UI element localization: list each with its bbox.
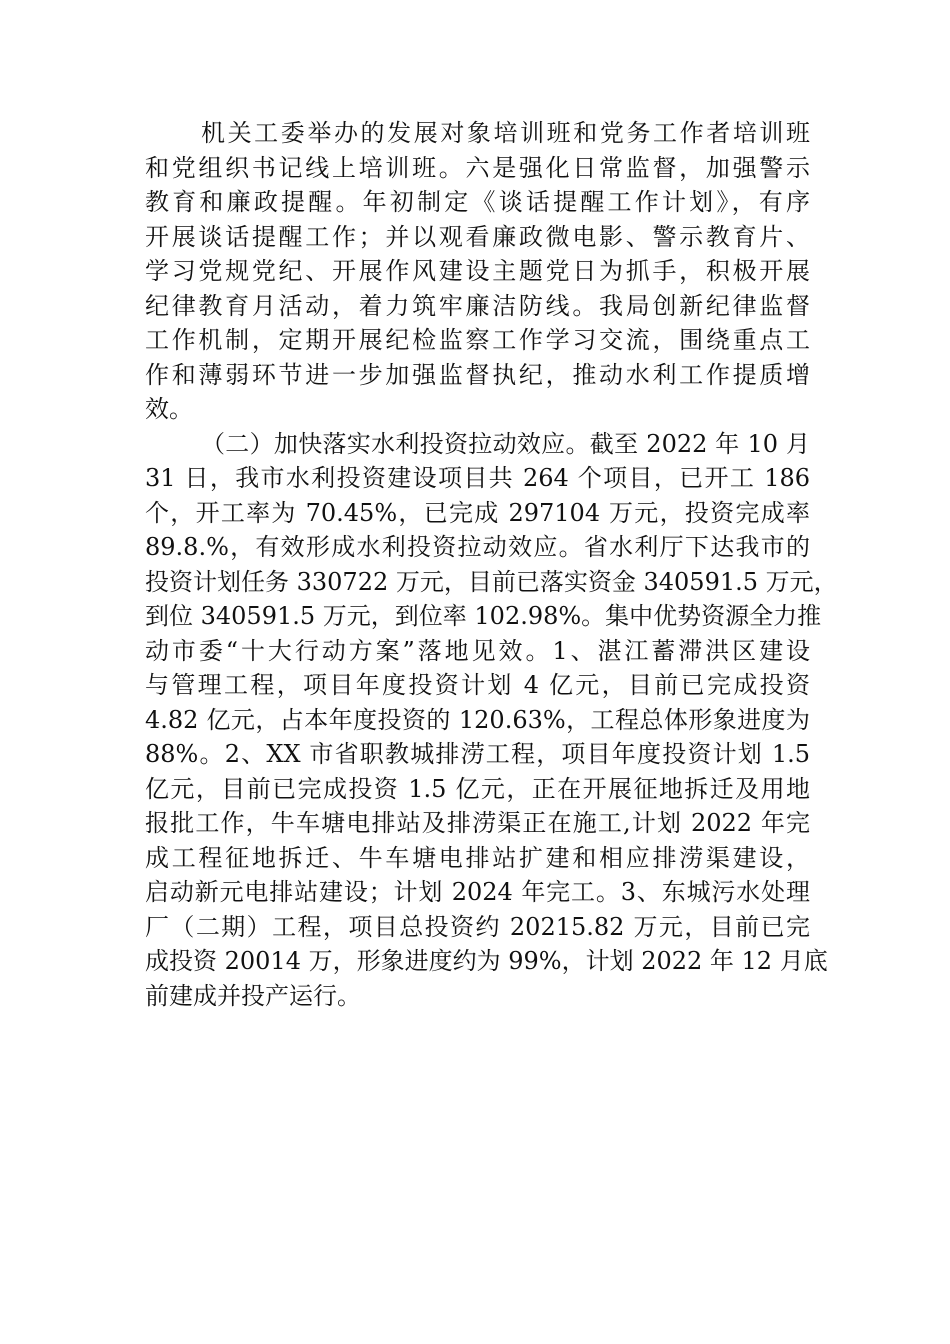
text-line: 报批工作，牛车塘电排站及排涝渠正在施工,计划 2022 年完 [145, 809, 810, 837]
text-line: 88%。2、XX 市省职教城排涝工程，项目年度投资计划 1.5 [145, 740, 810, 768]
text-line: 与管理工程，项目年度投资计划 4 亿元，目前已完成投资 [145, 671, 810, 699]
text-line: 89.8.%，有效形成水利投资拉动效应。省水利厅下达我市的 [145, 533, 810, 561]
text-line: 作和薄弱环节进一步加强监督执纪，推动水利工作提质增 [145, 360, 810, 389]
text-line: 成工程征地拆迁、牛车塘电排站扩建和相应排涝渠建设， [145, 843, 810, 872]
text-line: 工作机制，定期开展纪检监察工作学习交流，围绕重点工 [145, 326, 810, 354]
text-line: 效。 [145, 395, 193, 423]
paragraph-discipline-supervision [145, 116, 810, 427]
paragraph-water-investment [145, 427, 838, 1014]
text-line: 和党组织书记线上培训班。六是强化日常监督，加强警示 [145, 153, 810, 182]
text-line: 投资计划任务 330722 万元，目前已落实资金 340591.5 万元， [145, 567, 838, 596]
text-line: 到位 340591.5 万元，到位率 102.98%。集中优势资源全力推 [145, 602, 822, 630]
text-line: 厂（二期）工程，项目总投资约 20215.82 万元，目前已完 [145, 912, 810, 941]
text-line: 教育和廉政提醒。年初制定《谈话提醒工作计划》，有序 [145, 188, 810, 216]
text-line: 启动新元电排站建设；计划 2024 年完工。3、东城污水处理 [145, 878, 810, 906]
text-line: 个，开工率为 70.45%，已完成 297104 万元，投资完成率 [145, 498, 810, 527]
text-line: 前建成并投产运行。 [145, 981, 361, 1010]
section-heading-line: （二）加快落实水利投资拉动效应。截至 2022 年 10 月 [201, 429, 810, 458]
text-line: 成投资 20014 万，形象进度约为 99%，计划 2022 年 12 月底 [145, 947, 828, 975]
text-line: 动市委“十大行动方案”落地见效。1、湛江蓄滞洪区建设 [145, 636, 810, 665]
text-line: 开展谈话提醒工作；并以观看廉政微电影、警示教育片、 [145, 222, 810, 251]
document-body [145, 116, 838, 1013]
text-line: 学习党规党纪、开展作风建设主题党日为抓手，积极开展 [145, 257, 810, 285]
text-line: 亿元，目前已完成投资 1.5 亿元，正在开展征地拆迁及用地 [145, 774, 810, 803]
text-line: 纪律教育月活动，着力筑牢廉洁防线。我局创新纪律监督 [145, 291, 810, 320]
text-line: 4.82 亿元，占本年度投资的 120.63%，工程总体形象进度为 [145, 705, 810, 734]
text-line: 31 日，我市水利投资建设项目共 264 个项目，已开工 186 [145, 464, 810, 492]
text-line: 机关工委举办的发展对象培训班和党务工作者培训班 [201, 119, 810, 147]
